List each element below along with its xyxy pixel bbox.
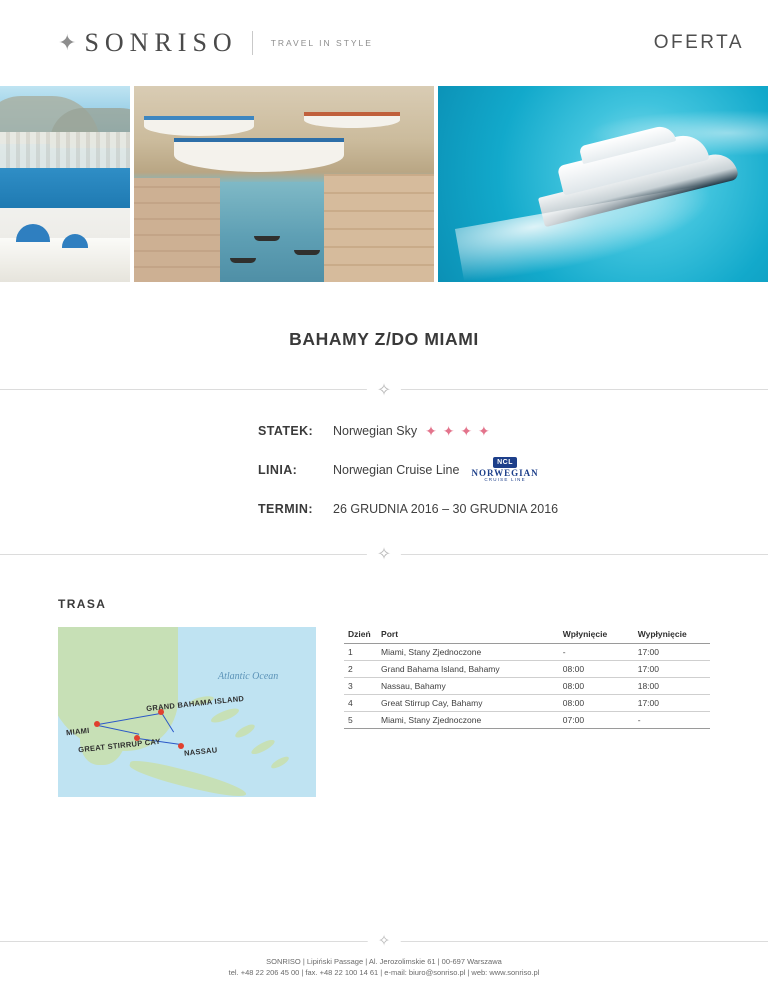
map-label-great-stirrup-cay: GREAT STIRRUP CAY	[77, 736, 162, 754]
line-value-group	[333, 457, 539, 483]
page-title: BAHAMY Z/DO MIAMI	[289, 329, 479, 349]
itinerary-table-wrap	[344, 627, 710, 729]
map-label-grand-bahama-island: GRAND BAHAMA ISLAND	[145, 693, 245, 713]
star-icon: ✦	[58, 30, 77, 55]
ornament-icon: ✧	[367, 381, 401, 398]
boat-shape-1	[174, 138, 344, 172]
footer-contact: tel. +48 22 206 45 00 | fax. +48 22 100 14 61 | e-mail: biuro@sonriso.pl | web: www.sonriso.pl	[228, 967, 540, 977]
detail-row-ship	[258, 422, 768, 440]
ncl-subtitle: CRUISE LINE	[484, 477, 526, 482]
cell-port: Miami, Stany Zjednoczone	[377, 711, 559, 728]
cell-arrival: 08:00	[559, 677, 634, 694]
hero-image-cruise-ship	[438, 86, 768, 282]
table-row	[344, 643, 710, 660]
term-label: TERMIN:	[258, 501, 313, 516]
ornament-icon-3: ✧	[368, 934, 401, 949]
hero-image-boats-canal	[134, 86, 434, 282]
map-label-miami: MIAMI	[65, 725, 90, 737]
cell-departure: -	[634, 711, 710, 728]
cruise-line-name: Norwegian Cruise Line	[333, 462, 460, 477]
detail-row-line	[258, 457, 768, 483]
ornament-icon-2: ✧	[367, 546, 401, 563]
gondola-shape-2	[294, 250, 320, 255]
cell-departure: 17:00	[634, 694, 710, 711]
cell-port: Great Stirrup Cay, Bahamy	[377, 694, 559, 711]
sea-shape	[0, 168, 130, 208]
footer-address: SONRISO | Lipiński Passage | Al. Jerozolimskie 61 | 00-697 Warszawa	[266, 956, 502, 966]
table-row	[344, 677, 710, 694]
column-header-departure: Wypłynięcie	[634, 627, 710, 644]
island-shape-3	[250, 737, 277, 756]
route-title: TRASA	[58, 596, 107, 611]
itinerary-table	[344, 627, 710, 729]
cell-departure: 17:00	[634, 660, 710, 677]
island-shape-2	[233, 722, 256, 740]
ship-value-group	[333, 423, 491, 440]
map-marker-miami	[94, 721, 100, 727]
cell-departure: 18:00	[634, 677, 710, 694]
table-row	[344, 711, 710, 728]
cuba-landmass	[128, 756, 248, 796]
brand-logo[interactable]	[58, 28, 373, 58]
page-header	[0, 0, 768, 86]
map-marker-nassau	[178, 743, 184, 749]
gondola-shape-3	[230, 258, 256, 263]
gondola-shape	[254, 236, 280, 241]
cell-day: 5	[344, 711, 377, 728]
cell-arrival: 08:00	[559, 660, 634, 677]
route-body	[58, 627, 710, 797]
column-header-port: Port	[377, 627, 559, 644]
cell-arrival: -	[559, 643, 634, 660]
town-shape	[0, 132, 130, 168]
cell-day: 2	[344, 660, 377, 677]
boat-shape-2	[144, 116, 254, 136]
table-row	[344, 660, 710, 677]
cell-port: Miami, Stany Zjednoczone	[377, 643, 559, 660]
cell-departure: 17:00	[634, 643, 710, 660]
ship-name: Norwegian Sky	[333, 424, 418, 438]
cell-arrival: 07:00	[559, 711, 634, 728]
blue-dome-icon	[16, 224, 50, 242]
hero-image-strip	[0, 86, 768, 282]
cell-day: 3	[344, 677, 377, 694]
island-shape-1	[209, 705, 240, 725]
island-shape-4	[270, 754, 291, 770]
divider-middle	[0, 544, 768, 564]
cell-arrival: 08:00	[559, 694, 634, 711]
cell-day: 4	[344, 694, 377, 711]
column-header-arrival: Wpłynięcie	[559, 627, 634, 644]
line-label: LINIA:	[258, 462, 298, 477]
page-footer	[0, 932, 768, 994]
canal-buildings-left	[134, 178, 220, 282]
brand-name: SONRISO	[84, 28, 238, 57]
ncl-badge: NCL	[493, 457, 517, 468]
ship-label: STATEK:	[258, 424, 314, 438]
route-map	[58, 627, 316, 797]
map-label-nassau: NASSAU	[183, 744, 218, 758]
table-header-row	[344, 627, 710, 644]
offer-label: OFERTA	[653, 32, 744, 53]
column-header-day: Dzień	[344, 627, 377, 644]
route-section	[0, 597, 768, 797]
cell-port: Nassau, Bahamy	[377, 677, 559, 694]
offer-details	[0, 422, 768, 518]
canal-buildings-right	[324, 174, 434, 282]
divider-footer	[0, 932, 768, 950]
divider-top	[0, 380, 768, 399]
term-value: 26 GRUDNIA 2016 – 30 GRUDNIA 2016	[333, 501, 559, 516]
detail-row-term	[258, 500, 768, 518]
rating-stars-icon: ✦ ✦ ✦ ✦	[425, 422, 491, 439]
cell-day: 1	[344, 643, 377, 660]
cell-port: Grand Bahama Island, Bahamy	[377, 660, 559, 677]
boat-shape-3	[304, 112, 400, 128]
ocean-label: Atlantic Ocean	[218, 670, 279, 682]
ncl-logo	[471, 457, 538, 483]
logo-divider	[252, 31, 253, 55]
ncl-wordmark: NORWEGIAN	[471, 468, 539, 478]
brand-tagline: TRAVEL IN STYLE	[270, 38, 373, 48]
table-row	[344, 694, 710, 711]
hero-image-greek-village	[0, 86, 130, 282]
blue-dome-icon-2	[62, 234, 88, 248]
